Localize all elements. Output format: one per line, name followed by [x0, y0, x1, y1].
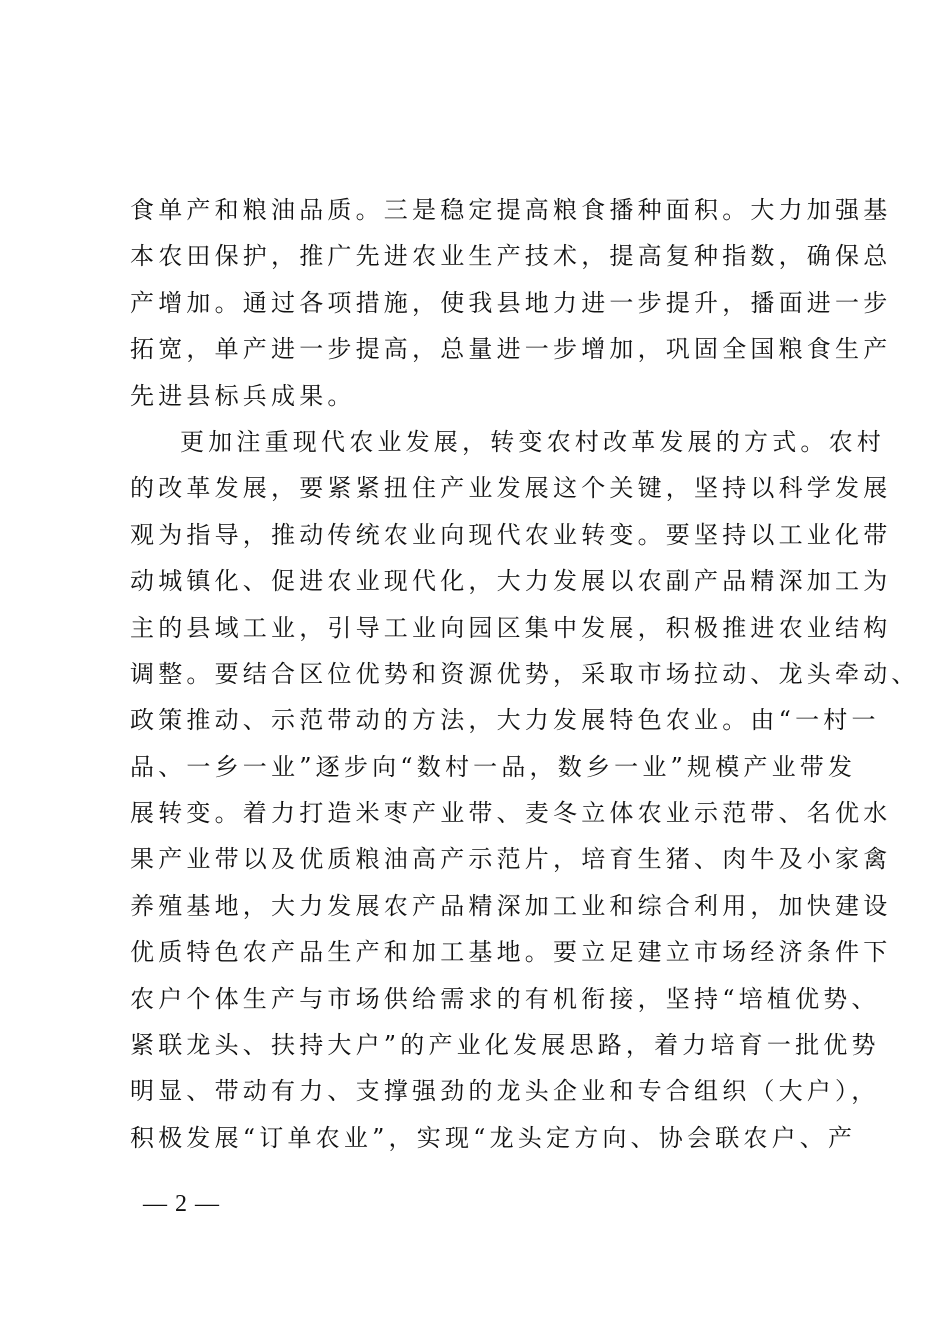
- paragraph-first-line: 更加注重现代农业发展，转变农村改革发展的方式。农村: [180, 427, 885, 456]
- text-line: 农户个体生产与市场供给需求的有机衔接，坚持“培植优势、: [130, 984, 880, 1013]
- text-line: 紧联龙头、扶持大户”的产业化发展思路，着力培育一批优势: [130, 1031, 880, 1060]
- text-line: 优质特色农产品生产和加工基地。要立足建立市场经济条件下: [130, 938, 892, 967]
- text-line: 主的县域工业，引导工业向园区集中发展，积极推进农业结构: [130, 613, 892, 642]
- text-line: 动城镇化、促进农业现代化，大力发展以农副产品精深加工为: [130, 567, 892, 596]
- text-line: 先进县标兵成果。: [130, 381, 356, 410]
- text-line: 展转变。着力打造米枣产业带、麦冬立体农业示范带、名优水: [130, 799, 892, 828]
- text-line: 观为指导，推动传统农业向现代农业转变。要坚持以工业化带: [130, 520, 892, 549]
- page-number: — 2 —: [143, 1191, 220, 1217]
- text-line: 拓宽，单产进一步提高，总量进一步增加，巩固全国粮食生产: [130, 335, 892, 364]
- text-line: 产增加。通过各项措施，使我县地力进一步提升，播面进一步: [130, 288, 892, 317]
- text-line: 食单产和粮油品质。三是稳定提高粮食播种面积。大力加强基: [130, 196, 892, 224]
- text-line: 政策推动、示范带动的方法，大力发展特色农业。由“一村一: [130, 706, 880, 735]
- text-line: 本农田保护，推广先进农业生产技术，提高复种指数，确保总: [130, 242, 892, 271]
- text-line: 的改革发展，要紧紧扭住产业发展这个关键，坚持以科学发展: [130, 474, 892, 503]
- text-line: 果产业带以及优质粮油高产示范片，培育生猪、肉牛及小家禽: [130, 845, 892, 874]
- text-line: 品、一乡一业”逐步向“数村一品，数乡一业”规模产业带发: [130, 752, 857, 781]
- text-line: 明显、带动有力、支撑强劲的龙头企业和专合组织（大户），: [130, 1077, 880, 1106]
- body-text: [130, 187, 920, 1161]
- text-line: 积极发展“订单农业”，实现“龙头定方向、协会联农户、产: [130, 1123, 857, 1152]
- text-line: 养殖基地，大力发展农产品精深加工业和综合利用，加快建设: [130, 891, 892, 920]
- text-line: 调整。要结合区位优势和资源优势，采取市场拉动、龙头牵动、: [130, 659, 920, 688]
